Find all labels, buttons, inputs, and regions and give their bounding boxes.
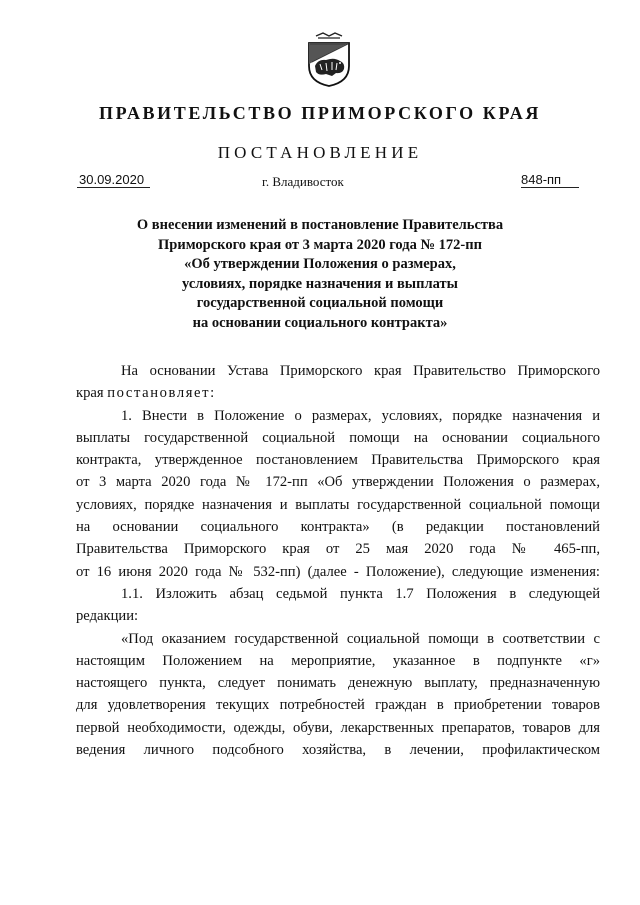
quote-line: настоящим Положением на мероприятие, указанное в подпункте «г» [76,652,600,669]
subject-line: государственной социальной помощи [196,295,444,311]
quote-line: ведения личного подсобного хозяйства, в лечении, профилактическом [76,742,600,759]
preamble-text: края [76,385,108,402]
document-type: ПОСТАНОВЛЕНИЕ [217,143,423,162]
document-city: г. Владивосток [262,174,344,189]
item-1-line: Правительства Приморского края от 25 мая 2020 года № 465-пп, [76,541,600,558]
primorsky-coat-of-arms-icon [304,30,354,88]
government-title: ПРАВИТЕЛЬСТВО ПРИМОРСКОГО КРАЯ [99,103,541,123]
preamble-line: На основании Устава Приморского края Правительство Приморского [121,363,600,379]
item-1-line: 1. Внести в Положение о размерах, условиях, порядке назначения и [121,407,600,424]
quote-line: первой необходимости, одежды, обуви, лекарственных препаратов, товаров для [76,719,600,736]
resolves-word: постановляет: [107,385,216,402]
item-1-line: от 16 июня 2020 года № 532-пп) (далее - Положение), следующие изменения: [76,563,600,580]
item-1-1-line: редакции: [76,608,139,625]
document-body [76,360,600,761]
quote-line: настоящего пункта, следует понимать денежную выплату, предназначенную [76,675,600,692]
document-date: 30.09.2020 [77,172,150,188]
document-subject [100,216,540,333]
item-1-line: контракта, утвержденное постановлением Правительства Приморского края [76,452,600,469]
item-1-1-line: 1.1. Изложить абзац седьмой пункта 1.7 Положения в следующей [121,585,600,602]
item-1-line: на основании социального контракта» (в редакции постановлений [76,519,600,536]
subject-line: условиях, порядке назначения и выплаты [182,275,458,292]
item-1-line: выплаты государственной социальной помощи на основании социального [76,429,600,446]
subject-line: на основании социального контракта» [192,314,448,331]
subject-line: «Об утверждении Положения о размерах, [184,256,456,272]
quote-line: «Под оказанием государственной социальной помощи в соответствии с [121,630,600,647]
preamble-line [76,382,600,404]
subject-line: О внесении изменений в постановление Правительства [136,217,504,233]
quote-line: для удовлетворения текущих потребностей граждан в приобретении товаров [76,697,600,714]
item-1-line: условиях, порядке назначения и выплаты государственной социальной помощи [76,496,600,513]
subject-line: Приморского края от 3 марта 2020 года № 172-пп [158,236,482,253]
document-number: 848-пп [521,172,579,188]
item-1-line: от 3 марта 2020 года № 172-пп «Об утверждении Положения о размерах, [76,474,600,491]
